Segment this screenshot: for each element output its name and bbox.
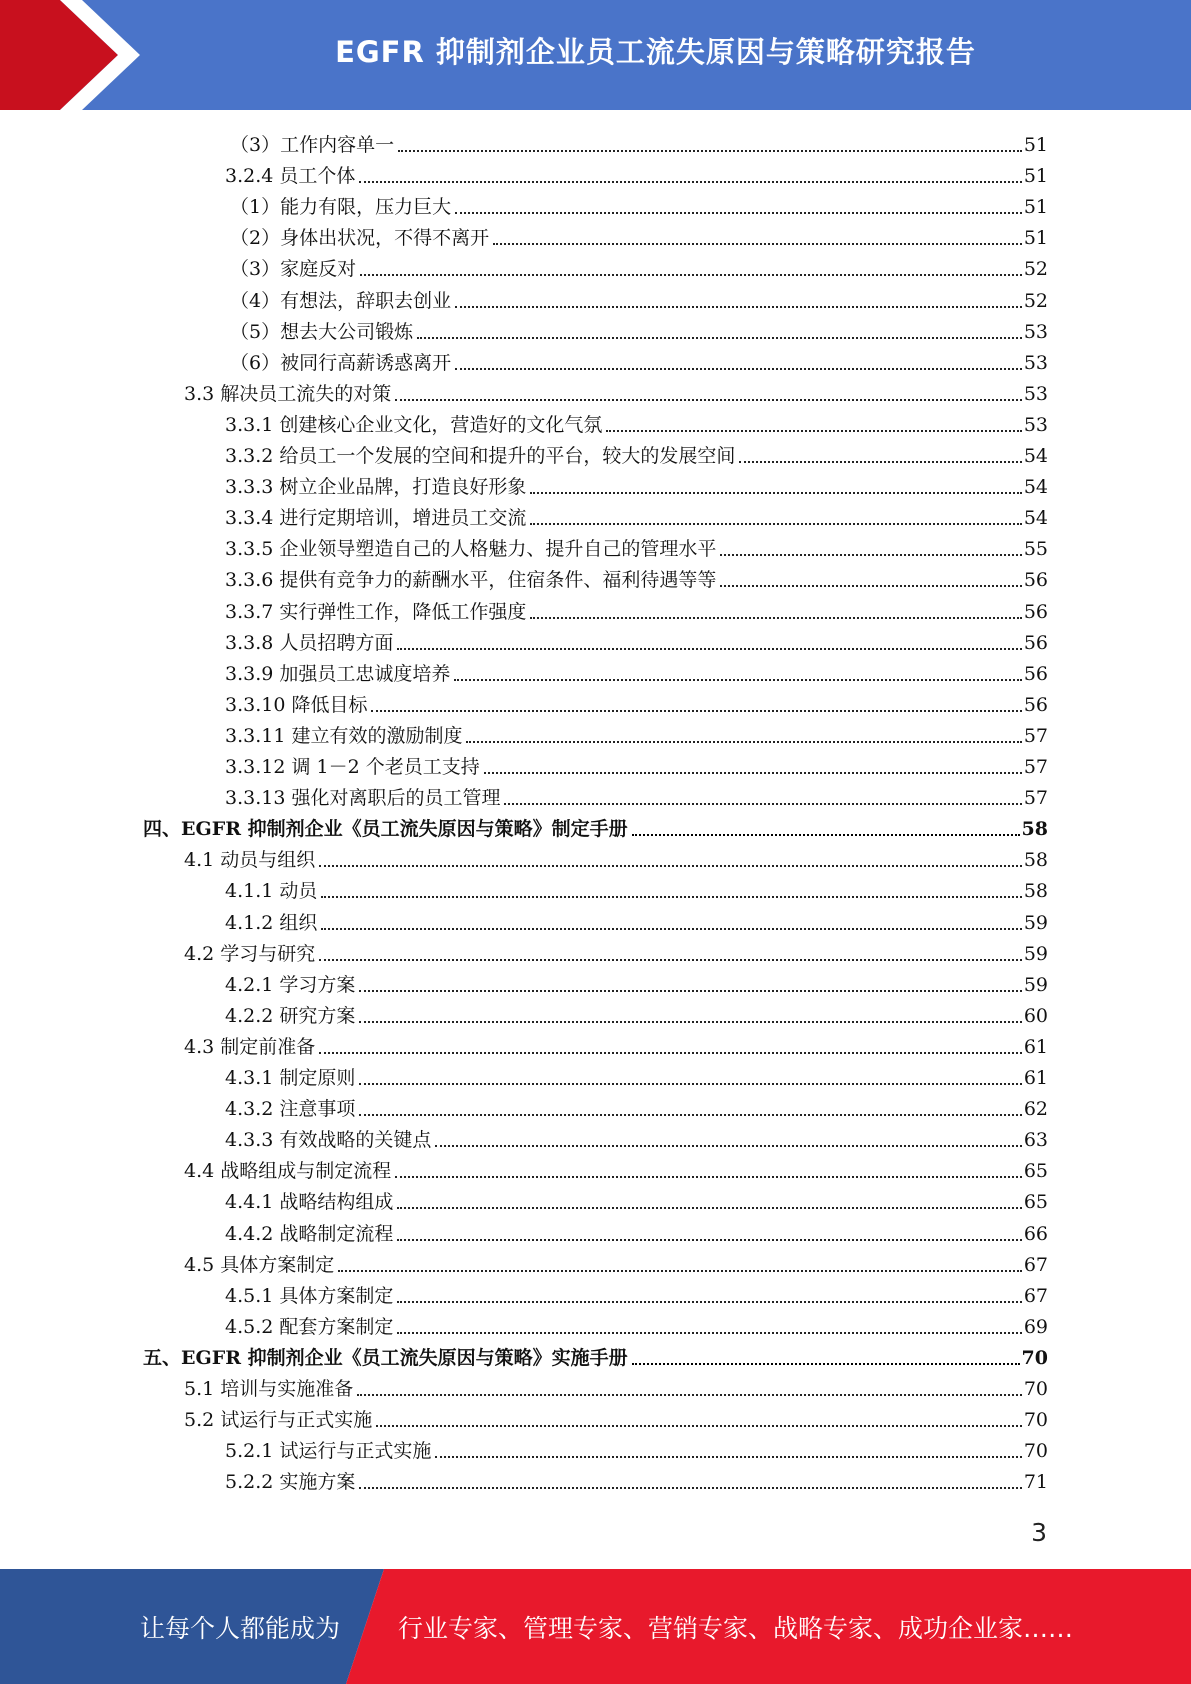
toc-dot-leader [319, 1052, 1022, 1054]
toc-dot-leader [321, 896, 1021, 898]
toc-entry-page: 53 [1023, 320, 1048, 343]
toc-entry-title: 4.4.2 战略制定流程 [225, 1222, 394, 1245]
toc-dot-leader [397, 1301, 1021, 1303]
toc-dot-leader [397, 648, 1021, 650]
toc-dot-leader [359, 990, 1021, 992]
toc-entry-page: 70 [1021, 1346, 1048, 1369]
toc-entry[interactable] [225, 1433, 1048, 1464]
toc-entry-title: 3.3 解决员工流失的对策 [184, 382, 392, 405]
toc-entry[interactable] [225, 1122, 1048, 1153]
toc-entry[interactable] [143, 811, 1048, 842]
toc-entry-page: 65 [1023, 1160, 1048, 1183]
toc-entry-page: 57 [1023, 756, 1048, 778]
toc-dot-leader [720, 585, 1021, 587]
toc-entry-page: 59 [1023, 973, 1048, 996]
toc-dot-leader [455, 306, 1022, 308]
toc-entry-page: 60 [1023, 1004, 1048, 1027]
toc-entry[interactable] [225, 500, 1048, 531]
toc-entry[interactable] [184, 1153, 1048, 1184]
toc-entry-page: 54 [1023, 445, 1048, 467]
toc-entry[interactable] [184, 936, 1048, 967]
toc-entry[interactable] [230, 189, 1048, 220]
footer-slogan-right: 行业专家、管理专家、营销专家、战略专家、成功企业家…… [398, 1613, 1074, 1643]
toc-entry[interactable] [230, 345, 1048, 376]
toc-entry[interactable] [225, 1309, 1048, 1340]
toc-entry-title: 3.3.8 人员招聘方面 [225, 631, 394, 654]
toc-entry-title: 5.2.2 实施方案 [225, 1471, 356, 1494]
toc-entry-page: 56 [1023, 569, 1048, 592]
header-band [0, 0, 1191, 110]
toc-entry-page: 56 [1023, 662, 1048, 685]
toc-entry[interactable] [225, 1216, 1048, 1247]
toc-entry-page: 67 [1023, 1284, 1048, 1307]
toc-entry-page: 53 [1023, 382, 1048, 405]
toc-entry-title: 3.2.4 员工个体 [225, 165, 356, 188]
toc-entry-title: 四、EGFR 抑制剂企业《员工流失原因与策略》制定手册 [143, 818, 628, 841]
toc-dot-leader [632, 834, 1020, 836]
toc-entry-page: 58 [1023, 849, 1048, 872]
toc-entry-title: 4.1.1 动员 [225, 880, 318, 903]
toc-entry-title: （3）工作内容单一 [230, 134, 395, 156]
toc-entry[interactable] [143, 1340, 1048, 1371]
toc-entry-page: 53 [1023, 413, 1048, 436]
toc-entry-page: 51 [1023, 196, 1048, 219]
toc-entry[interactable] [225, 656, 1048, 687]
toc-entry-page: 59 [1023, 942, 1048, 965]
toc-dot-leader [530, 617, 1021, 619]
toc-entry-page: 55 [1023, 538, 1048, 561]
toc-entry[interactable] [225, 469, 1048, 500]
toc-entry-title: 4.3.1 制定原则 [225, 1067, 356, 1089]
toc-entry[interactable] [225, 594, 1048, 625]
toc-entry-page: 66 [1023, 1222, 1048, 1245]
toc-entry[interactable] [225, 749, 1048, 780]
toc-entry[interactable] [225, 905, 1048, 936]
toc-entry[interactable] [225, 1184, 1048, 1215]
toc-dot-leader [359, 1487, 1021, 1489]
toc-entry[interactable] [230, 314, 1048, 345]
toc-entry-page: 56 [1023, 631, 1048, 654]
toc-entry[interactable] [184, 1247, 1048, 1278]
toc-entry-title: 4.4.1 战略结构组成 [225, 1191, 394, 1214]
toc-dot-leader [395, 399, 1022, 401]
toc-entry-page: 58 [1023, 880, 1048, 903]
toc-dot-leader [359, 1114, 1021, 1116]
toc-entry[interactable] [225, 531, 1048, 562]
toc-dot-leader [455, 212, 1022, 214]
toc-dot-leader [398, 150, 1022, 152]
toc-entry[interactable] [225, 967, 1048, 998]
toc-entry[interactable] [230, 127, 1048, 158]
toc-entry-title: 4.1 动员与组织 [184, 849, 316, 872]
toc-dot-leader [455, 368, 1022, 370]
toc-entry[interactable] [184, 842, 1048, 873]
toc-entry-title: 3.3.9 加强员工忠诚度培养 [225, 662, 451, 685]
toc-entry[interactable] [225, 407, 1048, 438]
toc-entry-page: 67 [1023, 1253, 1048, 1276]
toc-entry-title: （6）被同行高薪诱惑离开 [230, 351, 452, 374]
toc-entry-title: 3.3.13 强化对离职后的员工管理 [225, 787, 501, 810]
toc-entry-title: 5.2.1 试运行与正式实施 [225, 1440, 432, 1463]
toc-entry-page: 57 [1023, 724, 1048, 747]
toc-entry-title: 3.3.12 调 1－2 个老员工支持 [225, 756, 480, 778]
toc-dot-leader [466, 741, 1021, 743]
toc-entry-title: （5）想去大公司锻炼 [230, 320, 414, 343]
toc-entry[interactable] [225, 1091, 1048, 1122]
toc-entry-title: 4.5 具体方案制定 [184, 1253, 335, 1276]
toc-entry-page: 51 [1023, 134, 1048, 156]
toc-dot-leader [739, 461, 1021, 463]
toc-entry-title: 4.1.2 组织 [225, 911, 318, 934]
toc-dot-leader [395, 1176, 1022, 1178]
toc-entry-page: 53 [1023, 351, 1048, 374]
toc-dot-leader [357, 1394, 1022, 1396]
toc-dot-leader [371, 710, 1021, 712]
toc-entry-title: 3.3.4 进行定期培训，增进员工交流 [225, 507, 527, 530]
toc-entry-page: 71 [1023, 1471, 1048, 1494]
toc-entry-title: 3.3.3 树立企业品牌，打造良好形象 [225, 476, 527, 499]
toc-entry-title: 4.3 制定前准备 [184, 1035, 316, 1058]
toc-entry-title: 4.3.3 有效战略的关键点 [225, 1129, 432, 1152]
toc-entry-title: 五、EGFR 抑制剂企业《员工流失原因与策略》实施手册 [143, 1346, 628, 1369]
toc-entry[interactable] [225, 158, 1048, 189]
toc-dot-leader [319, 959, 1022, 961]
toc-entry-page: 56 [1023, 600, 1048, 623]
toc-entry-page: 54 [1023, 507, 1048, 530]
toc-dot-leader [397, 1207, 1021, 1209]
toc-dot-leader [397, 1239, 1021, 1241]
toc-entry-title: 4.2 学习与研究 [184, 942, 316, 965]
toc-dot-leader [417, 337, 1022, 339]
toc-entry-page: 63 [1023, 1129, 1048, 1152]
toc-entry[interactable] [225, 1464, 1048, 1495]
toc-entry[interactable] [184, 1029, 1048, 1060]
toc-entry[interactable] [225, 718, 1048, 749]
toc-entry-title: 4.3.2 注意事项 [225, 1098, 356, 1121]
toc-dot-leader [321, 928, 1021, 930]
toc-entry-title: 4.5.1 具体方案制定 [225, 1284, 394, 1307]
toc-dot-leader [484, 772, 1022, 774]
toc-entry[interactable] [225, 562, 1048, 593]
toc-entry[interactable] [225, 438, 1048, 469]
toc-entry-title: 4.2.1 学习方案 [225, 973, 356, 996]
header-arrow-decoration [0, 0, 160, 110]
toc-entry-title: 4.2.2 研究方案 [225, 1004, 356, 1027]
toc-entry-title: 4.4 战略组成与制定流程 [184, 1160, 392, 1183]
toc-entry-page: 65 [1023, 1191, 1048, 1214]
toc-entry-page: 61 [1023, 1035, 1048, 1058]
toc-entry-title: （2）身体出状况，不得不离开 [230, 227, 490, 250]
toc-dot-leader [632, 1363, 1020, 1365]
toc-entry-title: 3.3.6 提供有竞争力的薪酬水平，住宿条件、福利待遇等等 [225, 569, 717, 592]
toc-dot-leader [530, 492, 1021, 494]
toc-dot-leader [319, 865, 1022, 867]
toc-entry-title: 5.1 培训与实施准备 [184, 1378, 354, 1400]
toc-entry-title: （3）家庭反对 [230, 258, 357, 281]
toc-entry-page: 52 [1023, 289, 1048, 312]
toc-entry-page: 70 [1023, 1409, 1048, 1432]
toc-entry[interactable] [225, 1060, 1048, 1091]
toc-entry[interactable] [225, 873, 1048, 904]
toc-entry-page: 58 [1021, 818, 1048, 841]
toc-entry-title: 3.3.1 创建核心企业文化，营造好的文化气氛 [225, 413, 603, 436]
toc-dot-leader [504, 803, 1021, 805]
toc-entry[interactable] [225, 780, 1048, 811]
toc-dot-leader [493, 243, 1022, 245]
toc-entry-title: 3.3.2 给员工一个发展的空间和提升的平台，较大的发展空间 [225, 445, 736, 467]
toc-entry-page: 54 [1023, 476, 1048, 499]
toc-dot-leader [606, 430, 1021, 432]
toc-entry-title: 3.3.10 降低目标 [225, 693, 368, 716]
toc-dot-leader [720, 554, 1021, 556]
toc-entry-page: 52 [1023, 258, 1048, 281]
toc-entry[interactable] [184, 1402, 1048, 1433]
footer-band [0, 1569, 1191, 1684]
toc-entry[interactable] [230, 220, 1048, 251]
toc-entry[interactable] [225, 687, 1048, 718]
toc-entry-title: （4）有想法，辞职去创业 [230, 289, 452, 312]
toc-entry-page: 61 [1023, 1067, 1048, 1089]
toc-dot-leader [530, 523, 1021, 525]
toc-entry-title: 3.3.7 实行弹性工作，降低工作强度 [225, 600, 527, 623]
toc-entry-page: 56 [1023, 693, 1048, 716]
toc-entry-page: 51 [1023, 227, 1048, 250]
toc-dot-leader [359, 1083, 1021, 1085]
toc-entry-page: 70 [1023, 1378, 1048, 1400]
toc-entry[interactable] [225, 998, 1048, 1029]
toc-entry[interactable] [184, 1371, 1048, 1402]
toc-dot-leader [435, 1145, 1021, 1147]
toc-dot-leader [454, 679, 1021, 681]
toc-entry-page: 69 [1023, 1315, 1048, 1338]
toc-entry[interactable] [225, 1278, 1048, 1309]
toc-entry-title: 5.2 试运行与正式实施 [184, 1409, 373, 1432]
toc-dot-leader [376, 1425, 1022, 1427]
toc-dot-leader [397, 1332, 1021, 1334]
toc-entry-title: 3.3.11 建立有效的激励制度 [225, 724, 463, 747]
toc-dot-leader [359, 1021, 1021, 1023]
toc-entry[interactable] [225, 625, 1048, 656]
document-title: EGFR 抑制剂企业员工流失原因与策略研究报告 [335, 34, 976, 69]
toc-dot-leader [435, 1456, 1021, 1458]
toc-entry-title: （1）能力有限，压力巨大 [230, 196, 452, 219]
toc-entry-page: 70 [1023, 1440, 1048, 1463]
toc-entry-page: 51 [1023, 165, 1048, 188]
toc-entry-title: 4.5.2 配套方案制定 [225, 1315, 394, 1338]
toc-dot-leader [359, 181, 1021, 183]
toc-dot-leader [338, 1270, 1022, 1272]
toc-entry[interactable] [230, 251, 1048, 282]
toc-entry-page: 62 [1023, 1098, 1048, 1121]
toc-entry[interactable] [184, 376, 1048, 407]
footer-slogan-left: 让每个人都能成为 [140, 1613, 341, 1643]
toc-entry-title: 3.3.5 企业领导塑造自己的人格魅力、提升自己的管理水平 [225, 538, 717, 561]
toc-entry[interactable] [230, 283, 1048, 314]
toc-entry-page: 57 [1023, 787, 1048, 810]
toc-entry-page: 59 [1023, 911, 1048, 934]
page-number: 3 [1031, 1518, 1047, 1547]
toc-dot-leader [360, 274, 1022, 276]
